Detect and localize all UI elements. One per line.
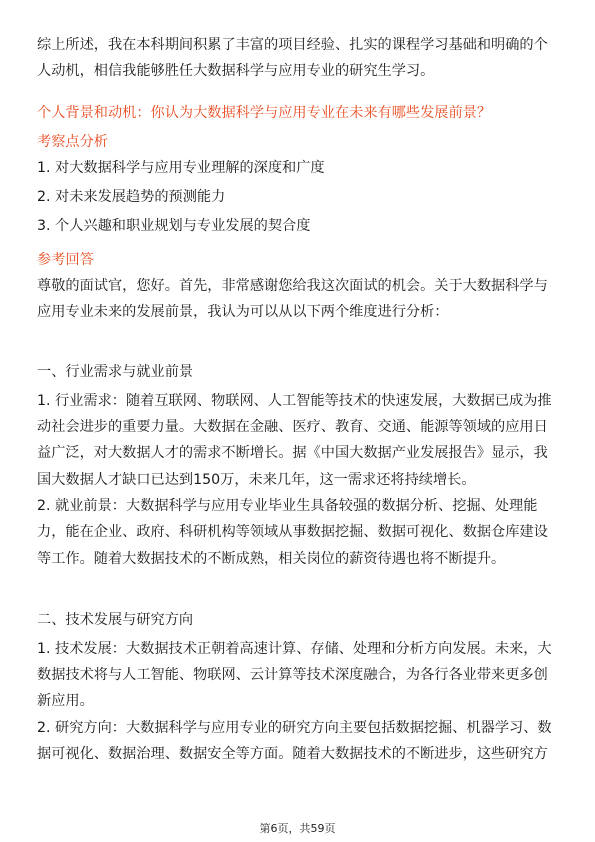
section1-line-1: 1. 行业需求：随着互联网、物联网、人工智能等技术的快速发展，大数据已成为推: [37, 393, 552, 409]
section1-line-7: 等工作。随着大数据技术的不断成熟，相关岗位的薪资待遇也将不断提升。: [37, 551, 506, 567]
intro-line-2: 人动机，相信我能够胜任大数据科学与应用专业的研究生学习。: [37, 63, 435, 79]
question-title: 个人背景和动机：你认为大数据科学与应用专业在未来有哪些发展前景？: [37, 105, 492, 121]
answer-opening-line-2: 应用专业未来的发展前景，我认为可以从以下两个维度进行分析：: [37, 304, 449, 320]
analysis-point-1: 1. 对大数据科学与应用专业理解的深度和广度: [37, 160, 325, 176]
analysis-point-3: 3. 个人兴趣和职业规划与专业发展的契合度: [37, 218, 311, 234]
section1-line-2: 动社会进步的重要力量。大数据在金融、医疗、教育、交通、能源等领域的应用日: [37, 419, 548, 435]
section1-line-4: 国大数据人才缺口已达到150万，未来几年，这一需求还将持续增长。: [37, 472, 476, 488]
analysis-point-2: 2. 对未来发展趋势的预测能力: [37, 189, 226, 205]
section2-line-3: 新应用。: [37, 693, 94, 709]
section1-line-5: 2. 就业前景：大数据科学与应用专业毕业生具备较强的数据分析、挖掘、处理能: [37, 498, 538, 514]
section1-line-3: 益广泛，对大数据人才的需求不断增长。据《中国大数据产业发展报告》显示，我: [37, 445, 548, 461]
analysis-heading: 考察点分析: [37, 134, 108, 150]
section2-line-5: 据可视化、数据治理、数据安全等方面。随着大数据技术的不断进步，这些研究方: [37, 746, 548, 762]
section2-line-2: 数据技术将与人工智能、物联网、云计算等技术深度融合，为各行各业带来更多创: [37, 667, 548, 683]
section1-line-6: 力，能在企业、政府、科研机构等领域从事数据挖掘、数据可视化、数据仓库建设: [37, 524, 548, 540]
section1-heading: 一、行业需求与就业前景: [37, 364, 194, 380]
page-number: 第6页，共59页: [259, 822, 336, 835]
intro-line-1: 综上所述，我在本科期间积累了丰富的项目经验、扎实的课程学习基础和明确的个: [37, 37, 548, 53]
section2-heading: 二、技术发展与研究方向: [37, 612, 194, 628]
answer-opening-line-1: 尊敬的面试官，您好。首先，非常感谢您给我这次面试的机会。关于大数据科学与: [37, 278, 548, 294]
answer-heading: 参考回答: [37, 252, 94, 268]
section2-line-1: 1. 技术发展：大数据技术正朝着高速计算、存储、处理和分析方向发展。未来，大: [37, 641, 552, 657]
section2-line-4: 2. 研究方向：大数据科学与应用专业的研究方向主要包括数据挖掘、机器学习、数: [37, 720, 552, 736]
